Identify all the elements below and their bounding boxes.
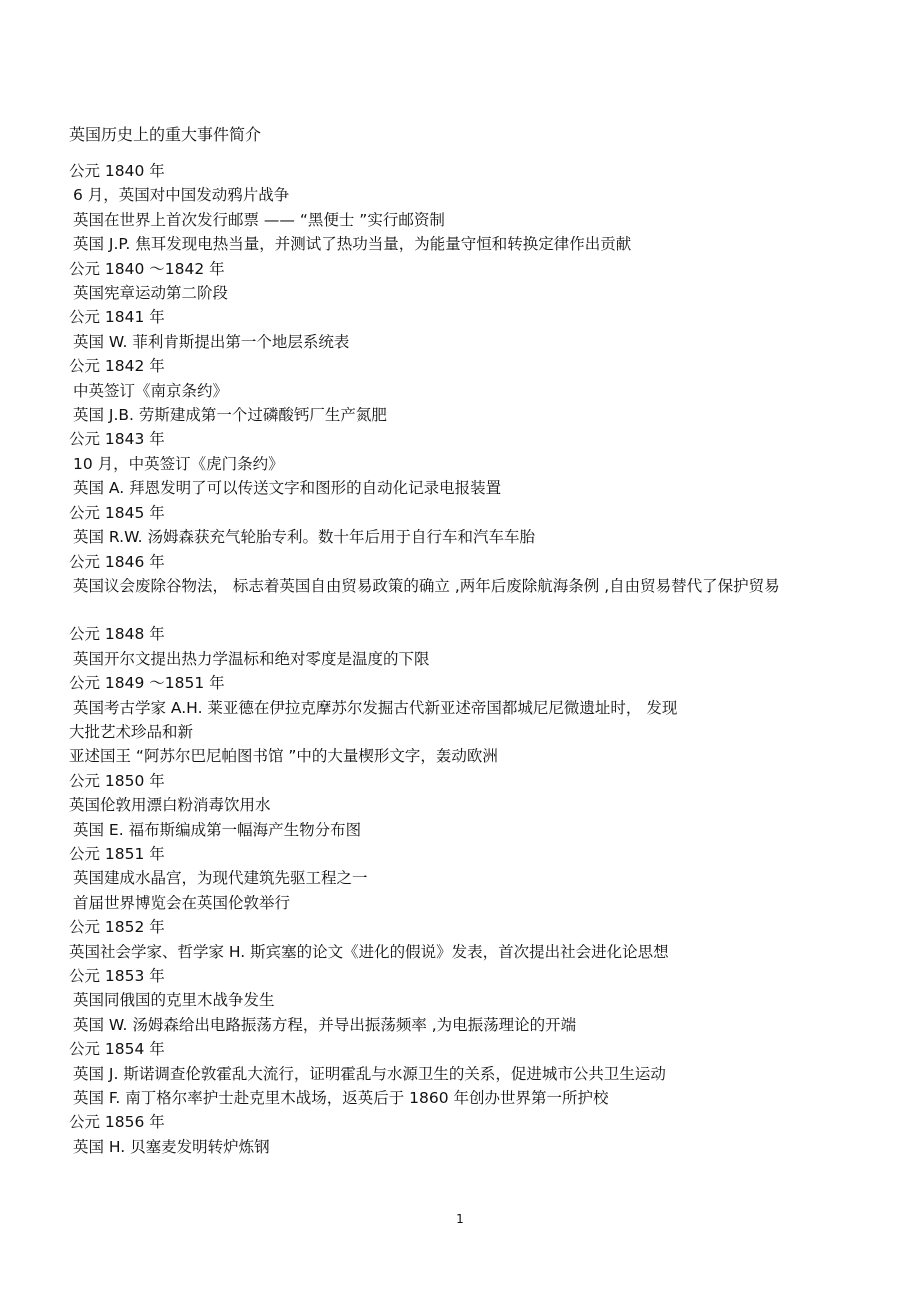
year-heading: 公元 1845 年	[69, 503, 165, 522]
event-item: 10 月，中英签订《虎门条约》	[73, 454, 284, 473]
event-item: 中英签订《南京条约》	[73, 381, 229, 400]
event-item: 6 月，英国对中国发动鸦片战争	[73, 186, 290, 205]
year-heading: 公元 1852 年	[69, 918, 165, 937]
year-heading: 公元 1846 年	[69, 552, 165, 571]
text-line: 大批艺术珍品和新	[69, 722, 194, 741]
year-heading: 公元 1843 年	[69, 430, 165, 449]
event-item: 英国在世界上首次发行邮票 —— “黑便士 ”实行邮资制	[73, 210, 445, 229]
text-line: 英国伦敦用漂白粉消毒饮用水	[69, 796, 271, 815]
text-line: 英国社会学家、哲学家 H. 斯宾塞的论文《进化的假说》发表，首次提出社会进化论思想	[69, 942, 669, 961]
event-item: 首届世界博览会在英国伦敦举行	[73, 893, 291, 912]
event-item: 英国 W. 菲利肯斯提出第一个地层系统表	[73, 332, 350, 351]
year-heading: 公元 1849 ～1851 年	[69, 674, 225, 693]
text-line: 亚述国王 “阿苏尔巴尼帕图书馆 ”中的大量楔形文字，轰动欧洲	[69, 747, 498, 766]
year-heading: 公元 1850 年	[69, 771, 165, 790]
document-title: 英国历史上的重大事件简介	[69, 125, 262, 144]
event-item: 英国开尔文提出热力学温标和绝对零度是温度的下限	[73, 649, 430, 668]
year-heading: 公元 1842 年	[69, 357, 165, 376]
event-item: 英国议会废除谷物法， 标志着英国自由贸易政策的确立 ,两年后废除航海条例 ,自由贸易替代了保护贸易	[73, 576, 780, 595]
year-heading: 公元 1840 ～1842 年	[69, 259, 225, 278]
year-heading: 公元 1851 年	[69, 844, 165, 863]
year-heading: 公元 1856 年	[69, 1113, 165, 1132]
event-item: 英国 E. 福布斯编成第一幅海产生物分布图	[73, 820, 362, 839]
year-heading: 公元 1854 年	[69, 1040, 165, 1059]
event-item: 英国 H. 贝塞麦发明转炉炼钢	[73, 1137, 270, 1156]
event-item: 英国 R.W. 汤姆森获充气轮胎专利。数十年后用于自行车和汽车车胎	[73, 528, 535, 547]
document-body	[69, 124, 789, 1159]
event-list	[69, 159, 789, 1159]
year-heading: 公元 1840 年	[69, 162, 165, 180]
event-item: 英国宪章运动第二阶段	[73, 284, 229, 303]
event-item: 英国 A. 拜恩发明了可以传送文字和图形的自动化记录电报装置	[73, 479, 502, 498]
year-heading: 公元 1853 年	[69, 967, 165, 985]
event-item: 英国 J.P. 焦耳发现电热当量，并测试了热功当量，为能量守恒和转换定律作出贡献	[73, 235, 632, 254]
event-item: 英国 J. 斯诺调查伦敦霍乱大流行，证明霍乱与水源卫生的关系，促进城市公共卫生运动	[73, 1064, 666, 1083]
event-item: 英国考古学家 A.H. 莱亚德在伊拉克摩苏尔发掘古代新亚述帝国都城尼尼微遗址时， 发现	[73, 698, 678, 717]
event-item: 英国 J.B. 劳斯建成第一个过磷酸钙厂生产氮肥	[73, 406, 387, 425]
event-item: 英国 W. 汤姆森给出电路振荡方程，并导出振荡频率 ,为电振荡理论的开端	[73, 1015, 577, 1034]
event-item: 英国同俄国的克里木战争发生	[73, 991, 275, 1010]
event-item: 英国 F. 南丁格尔率护士赴克里木战场，返英后于 1860 年创办世界第一所护校	[73, 1089, 609, 1108]
event-item: 英国建成水晶宫，为现代建筑先驱工程之一	[73, 869, 368, 888]
blank-line	[69, 598, 789, 622]
year-heading: 公元 1848 年	[69, 625, 165, 644]
page-number: 1	[456, 1212, 464, 1226]
year-heading: 公元 1841 年	[69, 308, 165, 327]
